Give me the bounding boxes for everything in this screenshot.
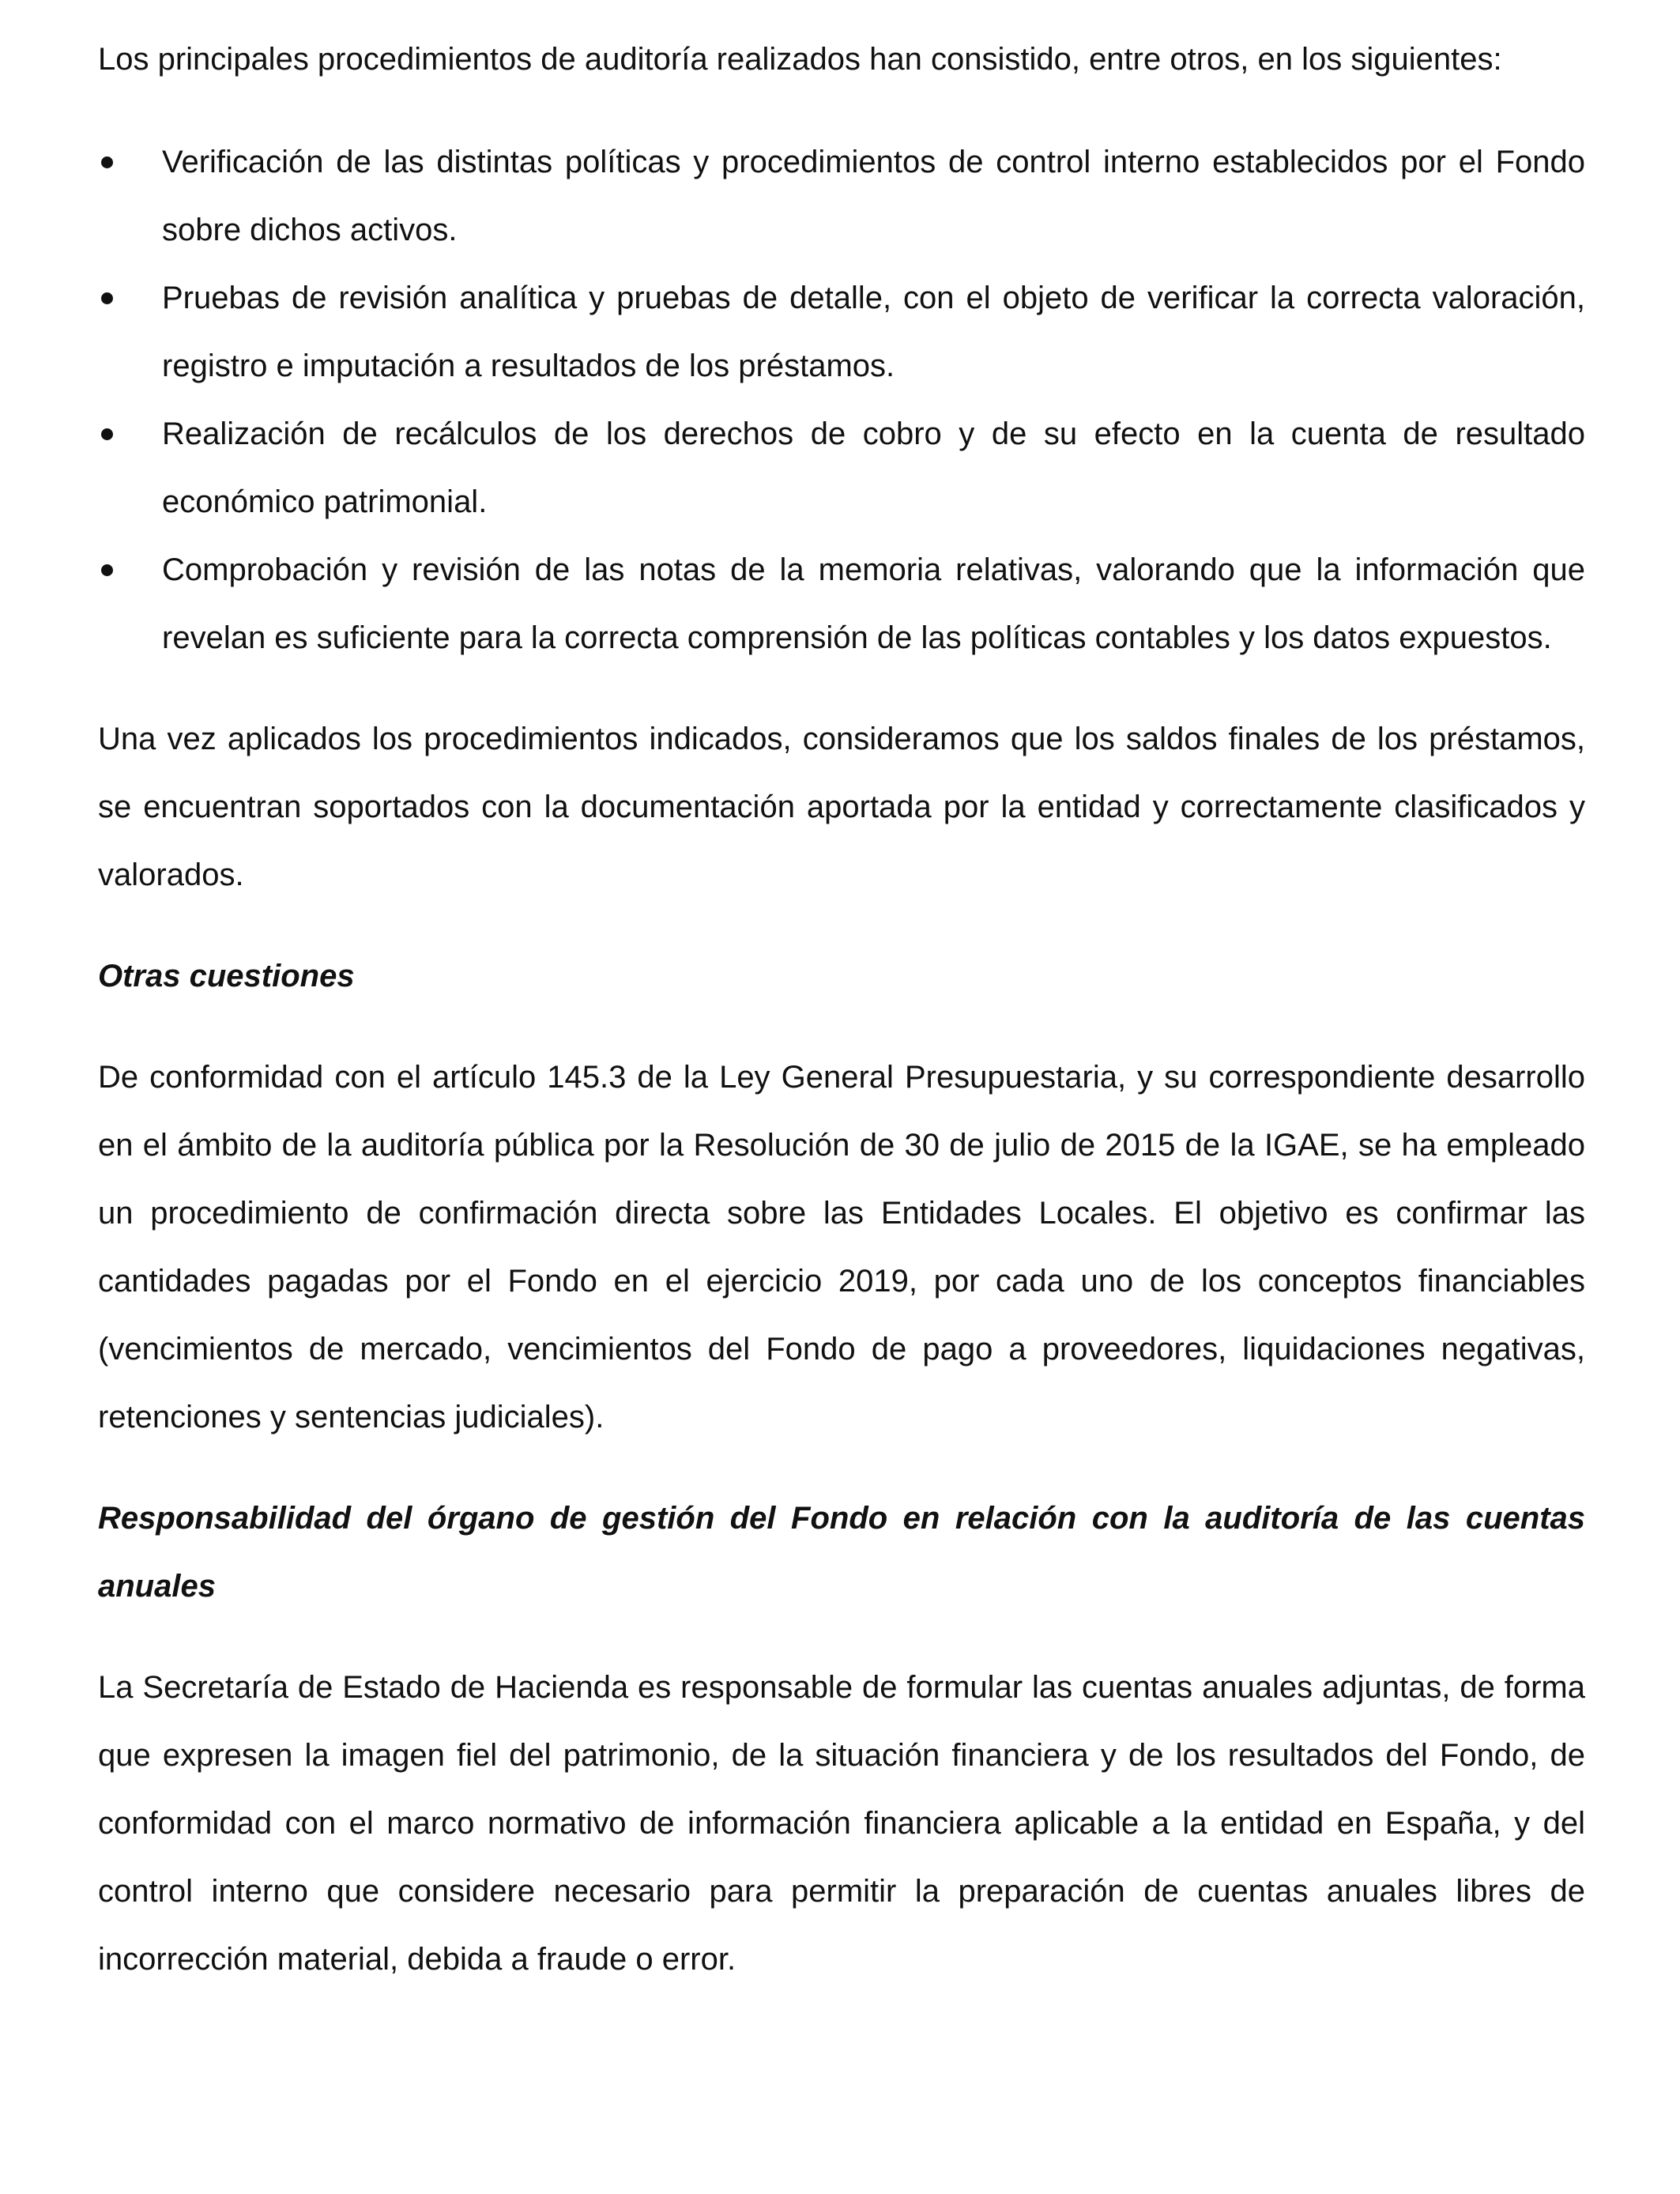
- list-item: [98, 536, 1585, 672]
- list-item-text: Realización de recálculos de los derechos de cobro y de su efecto en la cuenta de resultado económico patrimonial.: [162, 417, 1585, 519]
- list-item: [98, 264, 1585, 400]
- procedures-list: [98, 128, 1585, 672]
- other-matters-paragraph: De conformidad con el artículo 145.3 de la Ley General Presupuestaria, y su correspondiente desarrollo en el ámbito de la auditoría pública por la Resolución de 30 de julio de 2015 de la IGAE, se ha empleado un procedimiento de confirmación directa sobre las Entidades Locales. El objetivo es confirmar las cantidades pagadas por el Fondo en el ejercicio 2019, por cada uno de los conceptos financiables (vencimientos de mercado, vencimientos del Fondo de pago a proveedores, liquidaciones negativas, retenciones y sentencias judiciales).: [98, 1060, 1585, 1434]
- bullet-icon: [101, 564, 113, 576]
- bullet-icon: [101, 428, 113, 440]
- document-page: [98, 25, 1585, 1993]
- bullet-icon: [101, 292, 113, 304]
- list-item-text: Verificación de las distintas políticas y procedimientos de control interno establecidos por el Fondo sobre dichos activos.: [162, 145, 1585, 247]
- conclusion-paragraph: Una vez aplicados los procedimientos indicados, consideramos que los saldos finales de los préstamos, se encuentran soportados con la documentación aportada por la entidad y correctamente clasificados y valorados.: [98, 722, 1585, 892]
- spacer: [98, 1010, 1585, 1043]
- spacer: [98, 1620, 1585, 1653]
- bullet-icon: [101, 156, 113, 168]
- responsibility-paragraph: La Secretaría de Estado de Hacienda es responsable de formular las cuentas anuales adjuntas, de forma que expresen la imagen fiel del patrimonio, de la situación financiera y de los resultados del Fondo, de conformidad con el marco normativo de información financiera aplicable a la entidad en España, y del control interno que considere necesario para permitir la preparación de cuentas anuales libres de incorrección material, debida a fraude o error.: [98, 1670, 1585, 1977]
- intro-paragraph: Los principales procedimientos de auditoría realizados han consistido, entre otros, en los siguientes:: [98, 42, 1502, 77]
- spacer: [98, 672, 1585, 705]
- spacer: [98, 909, 1585, 942]
- spacer: [98, 93, 1585, 128]
- spacer: [98, 1451, 1585, 1484]
- list-item-text: Comprobación y revisión de las notas de la memoria relativas, valorando que la información que revelan es suficiente para la correcta comprensión de las políticas contables y los datos expuestos.: [162, 552, 1585, 655]
- other-matters-heading: Otras cuestiones: [98, 959, 355, 993]
- list-item: [98, 128, 1585, 264]
- responsibility-heading: Responsabilidad del órgano de gestión del Fondo en relación con la auditoría de las cuentas anuales: [98, 1501, 1585, 1604]
- list-item-text: Pruebas de revisión analítica y pruebas de detalle, con el objeto de verificar la correcta valoración, registro e imputación a resultados de los préstamos.: [162, 281, 1585, 383]
- list-item: [98, 400, 1585, 536]
